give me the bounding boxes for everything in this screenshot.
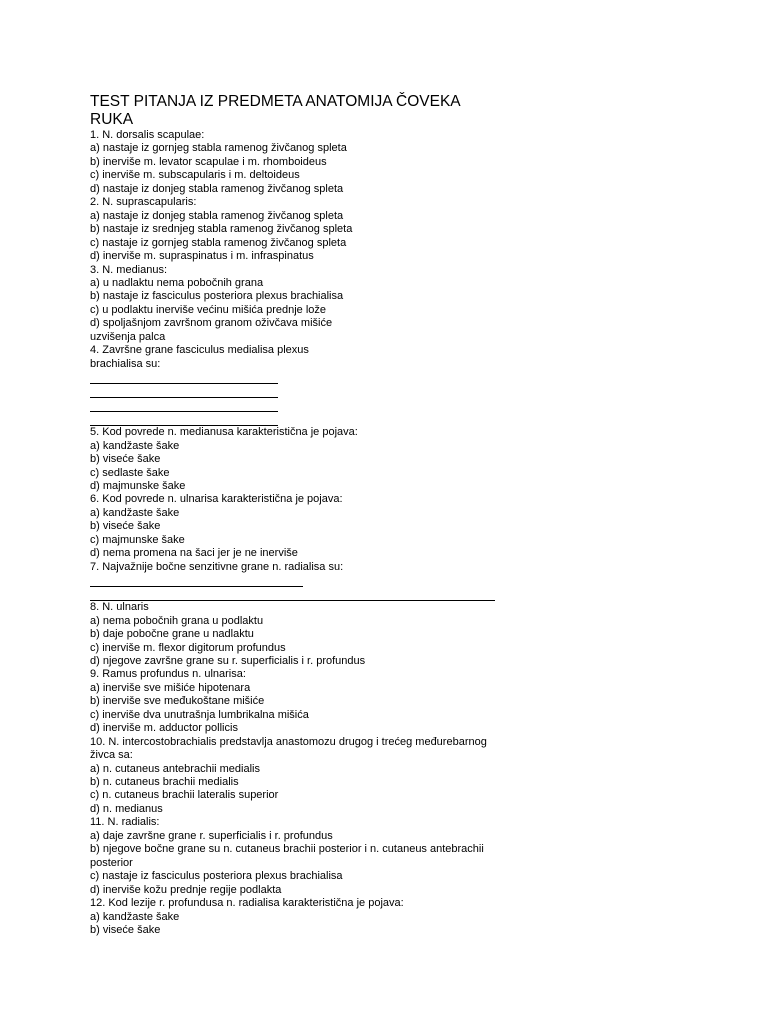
answer-option: a) n. cutaneus antebrachii medialis (90, 762, 260, 775)
answer-option: c) inerviše m. flexor digitorum profundus (90, 641, 286, 654)
document-title-line-1: TEST PITANJA IZ PREDMETA ANATOMIJA ČOVEKA (90, 93, 461, 110)
answer-option: a) daje završne grane r. superficialis i r. profundus (90, 829, 333, 842)
answer-blank-line (90, 410, 278, 412)
answer-option: d) inerviše m. adductor pollicis (90, 722, 238, 735)
question-7 (90, 561, 708, 601)
answer-option: c) u podlaktu inerviše većinu mišića prednje lože (90, 303, 327, 316)
question-5 (90, 426, 708, 493)
answer-option: b) nastaje iz srednjeg stabla ramenog živčanog spleta (90, 223, 353, 236)
answer-option: b) n. cutaneus brachii medialis (90, 776, 239, 789)
answer-option: d) nema promena na šaci jer je ne inerviše (90, 547, 298, 560)
question-8 (90, 601, 708, 668)
answer-option: a) kandžaste šake (90, 439, 180, 452)
answer-option: b) inerviše m. levator scapulae i m. rhomboideus (90, 155, 327, 168)
answer-option: c) n. cutaneus brachii lateralis superior (90, 789, 279, 802)
question-11 (90, 816, 708, 897)
question-text: 11. N. radialis: (90, 816, 160, 829)
question-text: 5. Kod povrede n. medianusa karakteristična je pojava: (90, 426, 358, 439)
answer-option: a) kandžaste šake (90, 910, 180, 923)
question-1 (90, 129, 708, 196)
question-text: 10. N. intercostobrachialis predstavlja anastomozu drugog i trećeg međurebarnog (90, 735, 487, 748)
answer-blank-line (90, 396, 278, 398)
answer-option: a) nastaje iz gornjeg stabla ramenog živčanog spleta (90, 142, 347, 155)
answer-option: b) inerviše sve međukoštane mišiće (90, 695, 265, 708)
answer-option: a) nema pobočnih grana u podlaktu (90, 614, 264, 627)
answer-blank-line (90, 585, 303, 587)
question-text: 8. N. ulnaris (90, 601, 149, 614)
question-10 (90, 736, 708, 817)
answer-option: a) nastaje iz donjeg stabla ramenog živčanog spleta (90, 209, 344, 222)
answer-option-continuation: uzvišenja palca (90, 330, 166, 343)
question-text: 3. N. medianus: (90, 263, 168, 276)
question-2 (90, 196, 708, 263)
answer-option: c) inerviše dva unutrašnja lumbrikalna mišića (90, 708, 309, 721)
answer-option: b) viseće šake (90, 924, 161, 937)
question-text: 1. N. dorsalis scapulae: (90, 129, 205, 141)
question-text: 12. Kod lezije r. profundusa n. radialisa karakteristična je pojava: (90, 897, 404, 910)
answer-option: d) njegove završne grane su r. superficialis i r. profundus (90, 654, 366, 667)
question-text-continuation: brachialisa su: (90, 357, 161, 370)
question-6 (90, 493, 708, 560)
answer-option: b) njegove bočne grane su n. cutaneus brachii posterior i n. cutaneus antebrachii (90, 843, 484, 856)
question-4 (90, 344, 708, 426)
answer-option: d) spoljašnjom završnom granom oživčava mišiće (90, 317, 333, 330)
answer-blank-line (90, 382, 278, 384)
answer-option: c) majmunske šake (90, 533, 185, 546)
answer-option: b) nastaje iz fasciculus posteriora plexus brachialisa (90, 290, 344, 303)
answer-option: a) u nadlaktu nema pobočnih grana (90, 276, 264, 289)
answer-option: c) inerviše m. subscapularis i m. deltoideus (90, 169, 300, 182)
question-text: 9. Ramus profundus n. ulnarisa: (90, 668, 246, 681)
question-text: 7. Najvažnije bočne senzitivne grane n. radialisa su: (90, 560, 344, 573)
question-12 (90, 897, 708, 937)
question-text-continuation: živca sa: (90, 749, 133, 762)
question-text: 4. Završne grane fasciculus medialisa plexus (90, 344, 309, 357)
answer-option: b) viseće šake (90, 520, 161, 533)
answer-option: a) kandžaste šake (90, 506, 180, 519)
question-3 (90, 264, 708, 345)
answer-option: c) nastaje iz fasciculus posteriora plexus brachialisa (90, 870, 343, 883)
answer-option: d) inerviše m. supraspinatus i m. infraspinatus (90, 250, 314, 263)
answer-option: b) viseće šake (90, 453, 161, 466)
answer-option: c) sedlaste šake (90, 466, 170, 479)
question-text: 2. N. suprascapularis: (90, 196, 197, 209)
answer-option: d) inerviše kožu prednje regije podlakta (90, 883, 282, 896)
answer-option: d) n. medianus (90, 802, 163, 815)
answer-option: b) daje pobočne grane u nadlaktu (90, 628, 254, 641)
answer-option: c) nastaje iz gornjeg stabla ramenog živčanog spleta (90, 236, 347, 249)
answer-option: d) majmunske šake (90, 479, 186, 492)
answer-option: d) nastaje iz donjeg stabla ramenog živčanog spleta (90, 182, 344, 195)
answer-option: a) inerviše sve mišiće hipotenara (90, 681, 251, 694)
document-title-line-2: RUKA (90, 111, 134, 128)
question-9 (90, 668, 708, 735)
answer-option-continuation: posterior (90, 856, 133, 869)
question-text: 6. Kod povrede n. ulnarisa karakteristična je pojava: (90, 493, 343, 506)
